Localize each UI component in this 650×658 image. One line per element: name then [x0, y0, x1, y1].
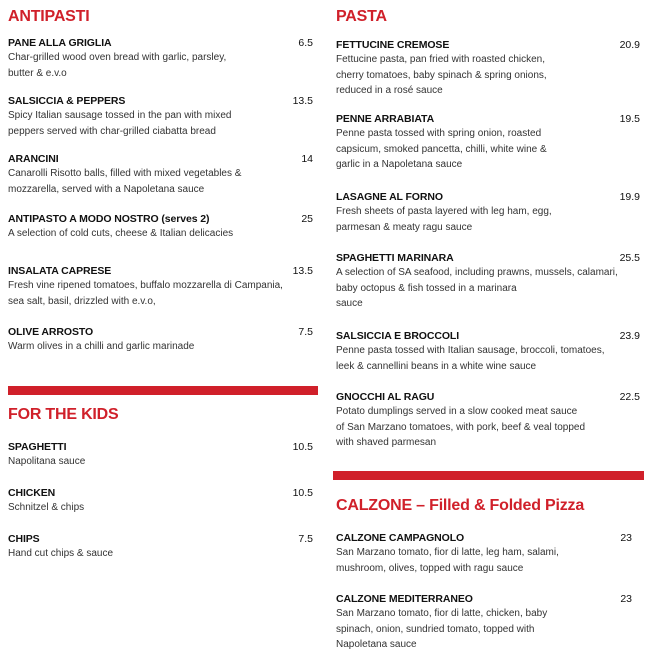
item-price: 20.9 [619, 39, 640, 51]
menu-item [336, 251, 640, 312]
item-price: 6.5 [298, 37, 313, 49]
item-description-line: Napolitana sauce [8, 456, 86, 467]
item-description-line: reduced in a rosé sauce [336, 85, 443, 97]
item-name: CHIPS [8, 533, 40, 545]
menu-item [336, 112, 640, 173]
menu-item [8, 532, 313, 562]
item-description-line: Fettucine pasta, pan fried with roasted chicken, [336, 54, 546, 65]
item-description-line: spinach, onion, sundried tomato, topped with [336, 623, 535, 635]
item-price: 10.5 [292, 487, 313, 499]
menu-item [336, 592, 632, 653]
item-description-line: Fresh vine ripened tomatoes, buffalo mozzarella di Campania, [8, 280, 283, 291]
menu-item [8, 325, 313, 355]
item-price: 13.5 [292, 95, 313, 107]
item-description-line: mozzarella, served with a Napoletana sauce [8, 183, 205, 195]
item-price: 23.9 [619, 330, 640, 342]
item-description-line: Potato dumplings served in a slow cooked meat sauce [336, 406, 578, 417]
item-name: INSALATA CAPRESE [8, 265, 112, 277]
menu-item [8, 440, 313, 470]
item-description-line: Char-grilled wood oven bread with garlic, parsley, [8, 52, 227, 63]
item-name: SALSICCIA & PEPPERS [8, 95, 126, 107]
item-name: CHICKEN [8, 487, 56, 499]
item-description-line: garlic in a Napoletana sauce [336, 159, 463, 171]
item-name: ANTIPASTO A MODO NOSTRO (serves 2) [8, 213, 210, 225]
item-name: SALSICCIA E BROCCOLI [336, 330, 460, 342]
section-heading: PASTA [336, 8, 387, 25]
section-heading: CALZONE – Filled & Folded Pizza [336, 497, 585, 514]
item-description-line: Penne pasta tossed with spring onion, roasted [336, 128, 542, 139]
item-price: 25.5 [619, 252, 640, 264]
menu-item [8, 94, 313, 139]
item-name: FETTUCINE CREMOSE [336, 39, 450, 51]
item-name: OLIVE ARROSTO [8, 326, 94, 338]
item-description-line: baby octopus & fish tossed in a marinara [336, 282, 517, 294]
section-divider [8, 386, 318, 395]
item-name: PENNE ARRABIATA [336, 113, 435, 125]
item-description-line: parmesan & meaty ragu sauce [336, 221, 473, 233]
item-description-line: peppers served with char-grilled ciabatta bread [8, 125, 216, 137]
item-price: 10.5 [292, 441, 313, 453]
item-description-line: San Marzano tomato, fior di latte, leg ham, salami, [336, 547, 559, 558]
menu-item [336, 531, 632, 576]
item-description-line: cherry tomatoes, baby spinach & spring onions, [336, 69, 547, 81]
item-price: 23 [620, 532, 632, 544]
item-name: SPAGHETTI MARINARA [336, 252, 454, 264]
menu-item [336, 38, 640, 99]
item-price: 19.5 [619, 113, 640, 125]
item-price: 19.9 [619, 191, 640, 203]
item-description-line: Hand cut chips & sauce [8, 548, 114, 559]
item-description-line: San Marzano tomato, fior di latte, chicken, baby [336, 608, 548, 619]
item-description-line: Fresh sheets of pasta layered with leg ham, egg, [336, 206, 552, 217]
item-description-line: capsicum, smoked pancetta, chilli, white wine & [336, 143, 547, 155]
section-heading: ANTIPASTI [8, 8, 90, 25]
item-price: 25 [301, 213, 313, 225]
item-description-line: Penne pasta tossed with Italian sausage, broccoli, tomatoes, [336, 345, 605, 356]
menu-item [336, 190, 640, 235]
item-description-line: A selection of cold cuts, cheese & Italian delicacies [8, 228, 234, 239]
item-name: GNOCCHI AL RAGU [336, 391, 435, 403]
item-price: 13.5 [292, 265, 313, 277]
menu-item [8, 36, 313, 81]
menu-item [8, 264, 313, 309]
menu-item [8, 486, 313, 516]
menu-item [8, 152, 313, 197]
item-price: 22.5 [619, 391, 640, 403]
menu-item [336, 390, 640, 451]
item-name: CALZONE MEDITERRANEO [336, 593, 473, 605]
item-name: ARANCINI [8, 153, 59, 165]
item-description-line: sauce [336, 298, 363, 310]
item-description-line: Warm olives in a chilli and garlic marinade [8, 341, 195, 352]
item-description-line: butter & e.v.o [8, 67, 67, 79]
item-name: CALZONE CAMPAGNOLO [336, 532, 465, 544]
section-heading: FOR THE KIDS [8, 406, 119, 423]
item-name: SPAGHETTI [8, 441, 67, 453]
item-name: LASAGNE AL FORNO [336, 191, 443, 203]
item-name: PANE ALLA GRIGLIA [8, 37, 112, 49]
item-description-line: A selection of SA seafood, including prawns, mussels, calamari, [336, 267, 618, 278]
item-price: 14 [301, 153, 313, 165]
item-description-line: mushroom, olives, topped with ragu sauce [336, 562, 524, 574]
item-price: 23 [620, 593, 632, 605]
item-price: 7.5 [298, 533, 313, 545]
menu-item [8, 212, 313, 242]
item-description-line: Napoletana sauce [336, 639, 417, 651]
section-divider [333, 471, 644, 480]
item-description-line: sea salt, basil, drizzled with e.v.o, [8, 295, 156, 307]
item-description-line: Canarolli Risotto balls, filled with mixed vegetables & [8, 168, 242, 179]
item-description-line: with shaved parmesan [336, 437, 437, 449]
item-description-line: of San Marzano tomatoes, with pork, beef & veal topped [336, 421, 586, 433]
menu-item [336, 329, 640, 374]
item-price: 7.5 [298, 326, 313, 338]
item-description-line: Spicy Italian sausage tossed in the pan with mixed [8, 110, 232, 121]
item-description-line: Schnitzel & chips [8, 502, 85, 513]
item-description-line: leek & cannellini beans in a white wine sauce [336, 360, 537, 372]
